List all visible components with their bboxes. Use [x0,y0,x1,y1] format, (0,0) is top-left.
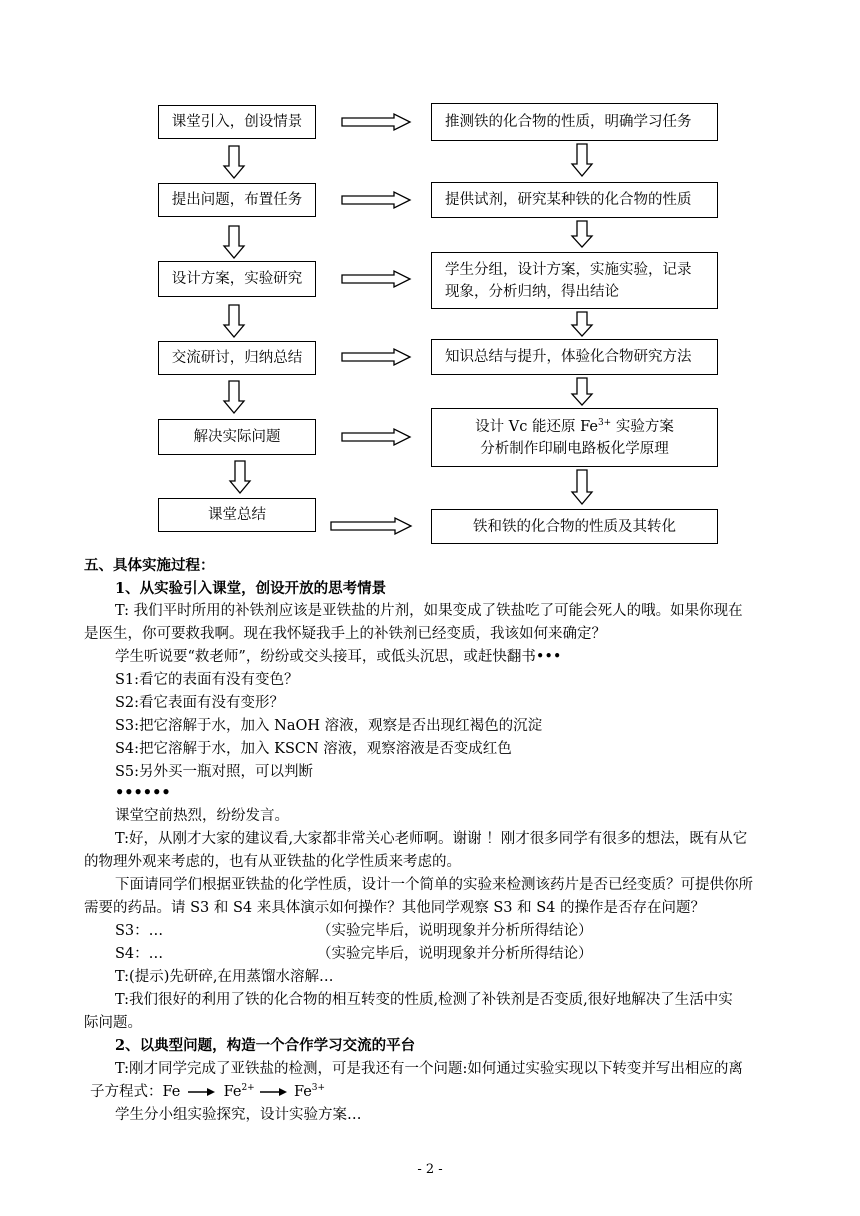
flow-label: 铁和铁的化合物的性质及其转化 [473,518,676,535]
flow-box-r1 [431,103,718,141]
down-arrow-icon [223,145,245,179]
right-arrow-icon [341,113,411,131]
flow-label: 现象，分析归纳，得出结论 [445,283,619,300]
down-arrow-icon [571,377,593,406]
paragraph-line: T: 我们平时所用的补铁剂应该是亚铁盐的片剂，如果变成了铁盐吃了可能会死人的哦。如果你现在 [115,603,743,619]
paragraph-line: 学生分小组实验探究，设计实验方案… [115,1107,362,1123]
paragraph-line: 下面请同学们根据亚铁盐的化学性质，设计一个简单的实验来检测该药片是否已经变质？可提供你所 [115,877,753,893]
right-arrow-icon [341,191,411,209]
down-arrow-icon [229,460,251,494]
reaction-arrow-icon [188,1087,216,1097]
page-number: - 2 - [417,1162,443,1177]
flow-label: 课堂引入，创设情景 [171,114,303,130]
flow-label: 交流研讨，归纳总结 [171,350,303,366]
down-arrow-icon [223,304,245,338]
student-answer: S4:把它溶解于水，加入 KSCN 溶液，观察溶液是否变成红色 [115,741,512,757]
flow-box-summary [158,498,316,532]
ellipsis-dots: •••••• [115,784,171,801]
student-answer: S2:看它表面有没有变形？ [115,695,285,711]
flow-box-r5 [431,408,718,467]
flow-box-r4 [431,339,718,375]
right-arrow-icon [341,348,411,366]
flow-box-solve [158,419,316,455]
student-answer: S1:看它的表面有没有变色？ [115,672,299,688]
paragraph-line: T:刚才同学完成了亚铁盐的检测，可是我还有一个问题:如何通过实验实现以下转变并写出相应的离 [115,1061,743,1077]
flow-label: 设计 Vc 能还原 $Fe^{3+}$ 实验方案 [475,417,674,435]
flow-box-r6 [431,509,718,544]
demo-line-s4 [115,943,163,965]
subsection-title: 1、从实验引入课堂，创设开放的思考情景 [115,580,387,597]
flow-label: 知识总结与提升，体验化合物研究方法 [445,349,692,365]
paragraph-line: T:我们很好的利用了铁的化合物的相互转变的性质,检测了补铁剂是否变质,很好地解决了生活中实 [115,992,733,1008]
paragraph-line: 需要的药品。请 S3 和 S4 来具体演示如何操作？其他同学观察 S3 和 S4 的操作是否存在问题？ [84,900,706,916]
flow-box-design [158,261,316,297]
flow-box-intro [158,105,316,139]
paragraph-line: 学生听说要“救老师”，纷纷或交头接耳，或低头沉思，或赶快翻书••• [115,649,562,665]
reaction-arrow-icon [260,1087,288,1097]
student-answer: S3:把它溶解于水，加入 NaOH 溶液，观察是否出现红褐色的沉淀 [115,718,543,734]
down-arrow-icon [571,311,593,337]
paragraph-line: 是医生，你可要救我啊。现在我怀疑我手上的补铁剂已经变质，我该如何来确定？ [84,626,606,642]
paragraph-line: T:好，从刚才大家的建议看,大家都非常关心老师啊。谢谢 ！刚才很多同学有很多的想法，既有从它 [115,831,748,847]
right-arrow-icon [341,428,411,446]
subsection-title: 2、以典型问题，构造一个合作学习交流的平台 [115,1037,416,1054]
paragraph-line: 际问题。 [84,1015,142,1031]
flow-box-r3 [431,252,718,309]
down-arrow-icon [223,380,245,414]
right-arrow-icon [341,270,411,288]
flow-label: 设计方案，实验研究 [171,271,303,287]
demo-note: （实验完毕后，说明现象并分析所得结论） [317,946,593,962]
paragraph-line: T:(提示)先研碎,在用蒸馏水溶解… [115,969,334,985]
demo-label: S4：… [115,946,164,962]
student-answer: S5:另外买一瓶对照，可以判断 [115,764,314,780]
section-title: 五、具体实施过程： [84,557,215,574]
flow-label: 学生分组，设计方案，实施实验，记录 [445,261,692,278]
flow-label: 提出问题，布置任务 [171,192,303,208]
flow-box-task [158,183,316,217]
down-arrow-icon [223,225,245,259]
demo-line-s3 [115,920,163,942]
down-arrow-icon [571,220,593,248]
flow-box-r2 [431,182,718,218]
right-arrow-icon [330,517,412,535]
down-arrow-icon [571,143,593,177]
demo-label: S3：… [115,923,164,939]
flow-label: 分析制作印刷电路板化学原理 [480,440,669,457]
flow-label: 课堂总结 [208,507,266,523]
paragraph-line: 的物理外观来考虑的，也有从亚铁盐的化学性质来考虑的。 [84,854,461,870]
paragraph-line: 课堂空前热烈，纷纷发言。 [115,808,289,824]
equation-line: 子方程式：Fe $Fe^{2+}$ $Fe^{3+}$ [90,1083,326,1100]
flow-label: 推测铁的化合物的性质，明确学习任务 [445,114,692,130]
demo-note: （实验完毕后，说明现象并分析所得结论） [317,923,593,939]
flow-label: 提供试剂，研究某种铁的化合物的性质 [445,192,692,208]
flow-label: 解决实际问题 [193,429,281,445]
flow-box-discuss [158,341,316,375]
down-arrow-icon [571,469,593,505]
